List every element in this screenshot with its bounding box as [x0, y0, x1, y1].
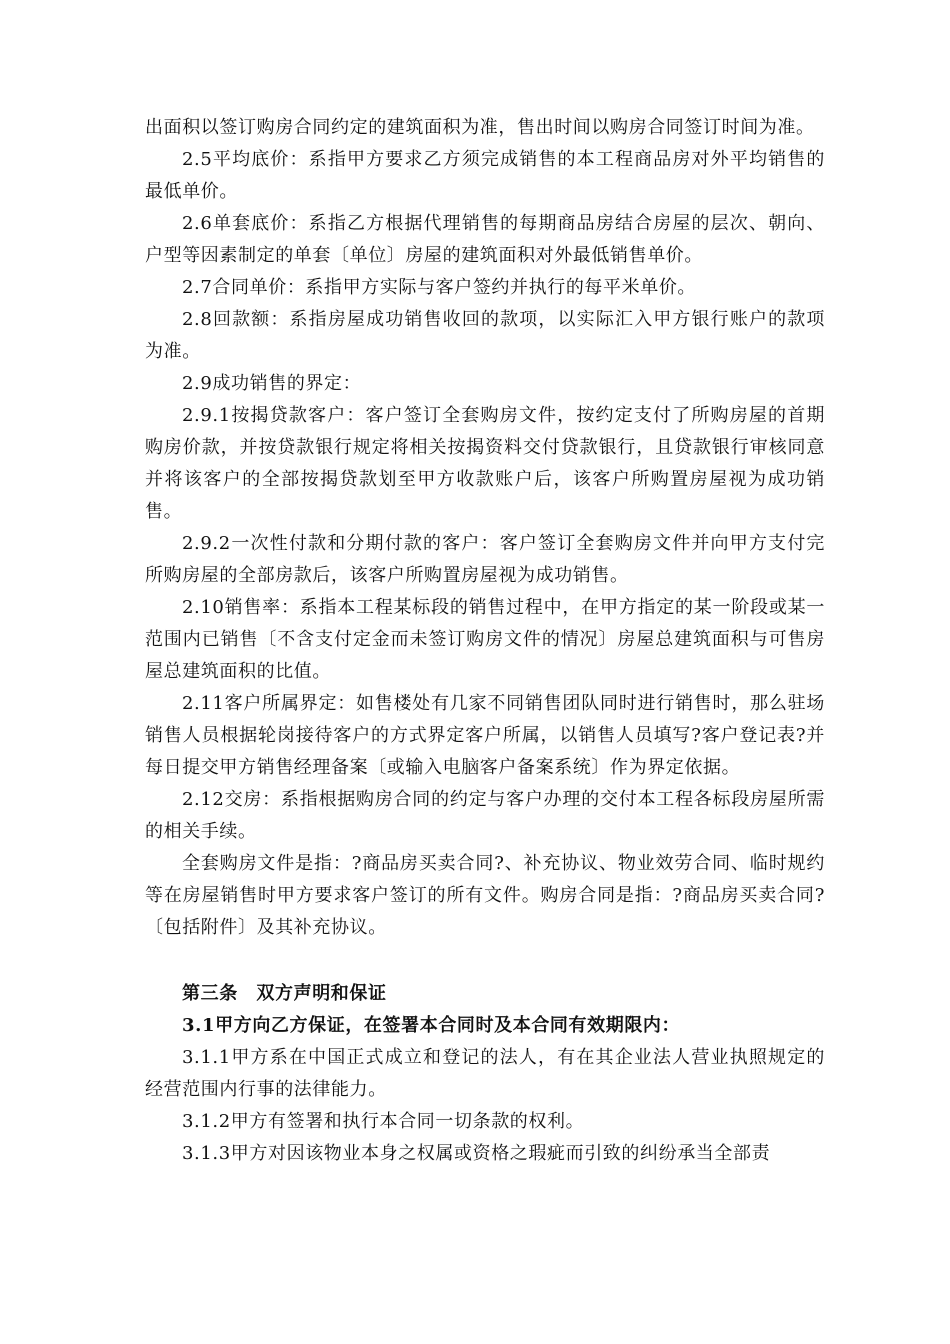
clause-2-8: 2.8回款额：系指房屋成功销售收回的款项，以实际汇入甲方银行账户的款项为准。: [145, 309, 825, 362]
clause-2-7: 2.7合同单价：系指甲方实际与客户签约并执行的每平米单价。: [182, 277, 697, 298]
clause-3-1-2: 3.1.2甲方有签署和执行本合同一切条款的权利。: [182, 1111, 585, 1132]
paragraph-continuation: 出面积以签订购房合同约定的建筑面积为准，售出时间以购房合同签订时间为准。: [145, 117, 815, 138]
section-spacer: [145, 944, 825, 978]
article-3-heading: 第三条 双方声明和保证: [182, 983, 387, 1004]
clause-3-1-1: 3.1.1甲方系在中国正式成立和登记的法人，有在其企业法人营业执照规定的经营范围内行事的法律能力。: [145, 1047, 825, 1100]
clause-2-12: 2.12交房：系指根据购房合同的约定与客户办理的交付本工程各标段房屋所需的相关手续。: [145, 789, 825, 842]
clause-2-9-2: 2.9.2一次性付款和分期付款的客户：客户签订全套购房文件并向甲方支付完所购房屋的全部房款后，该客户所购置房屋视为成功销售。: [145, 533, 825, 586]
clause-3-1-heading: 3.1甲方向乙方保证，在签署本合同时及本合同有效期限内：: [182, 1015, 681, 1036]
clause-2-9: 2.9成功销售的界定：: [182, 373, 362, 394]
clause-2-6: 2.6单套底价：系指乙方根据代理销售的每期商品房结合房屋的层次、朝向、户型等因素制定的单套〔单位〕房屋的建筑面积对外最低销售单价。: [145, 213, 825, 266]
clause-3-1-3: 3.1.3甲方对因该物业本身之权属或资格之瑕疵而引致的纠纷承当全部责: [182, 1143, 771, 1164]
clause-2-9-1: 2.9.1按揭贷款客户：客户签订全套购房文件，按约定支付了所购房屋的首期购房价款，并按贷款银行规定将相关按揭资料交付贷款银行，且贷款银行审核同意并将该客户的全部按揭贷款划至甲方收款账户后，该客户所购置房屋视为成功销售。: [145, 405, 825, 522]
clause-2-11: 2.11客户所属界定：如售楼处有几家不同销售团队同时进行销售时，那么驻场销售人员根据轮岗接待客户的方式界定客户所属，以销售人员填写?客户登记表?并每日提交甲方销售经理备案〔或输入电脑客户备案系统〕作为界定依据。: [145, 693, 825, 778]
paragraph-full-set-documents: 全套购房文件是指：?商品房买卖合同?、补充协议、物业效劳合同、临时规约等在房屋销售时甲方要求客户签订的所有文件。购房合同是指：?商品房买卖合同?〔包括附件〕及其补充协议。: [145, 853, 826, 938]
clause-2-5: 2.5平均底价：系指甲方要求乙方须完成销售的本工程商品房对外平均销售的最低单价。: [145, 149, 825, 202]
document-body: [145, 112, 825, 1170]
clause-2-10: 2.10销售率：系指本工程某标段的销售过程中，在甲方指定的某一阶段或某一范围内已销售〔不含支付定金而未签订购房文件的情况〕房屋总建筑面积与可售房屋总建筑面积的比值。: [145, 597, 825, 682]
